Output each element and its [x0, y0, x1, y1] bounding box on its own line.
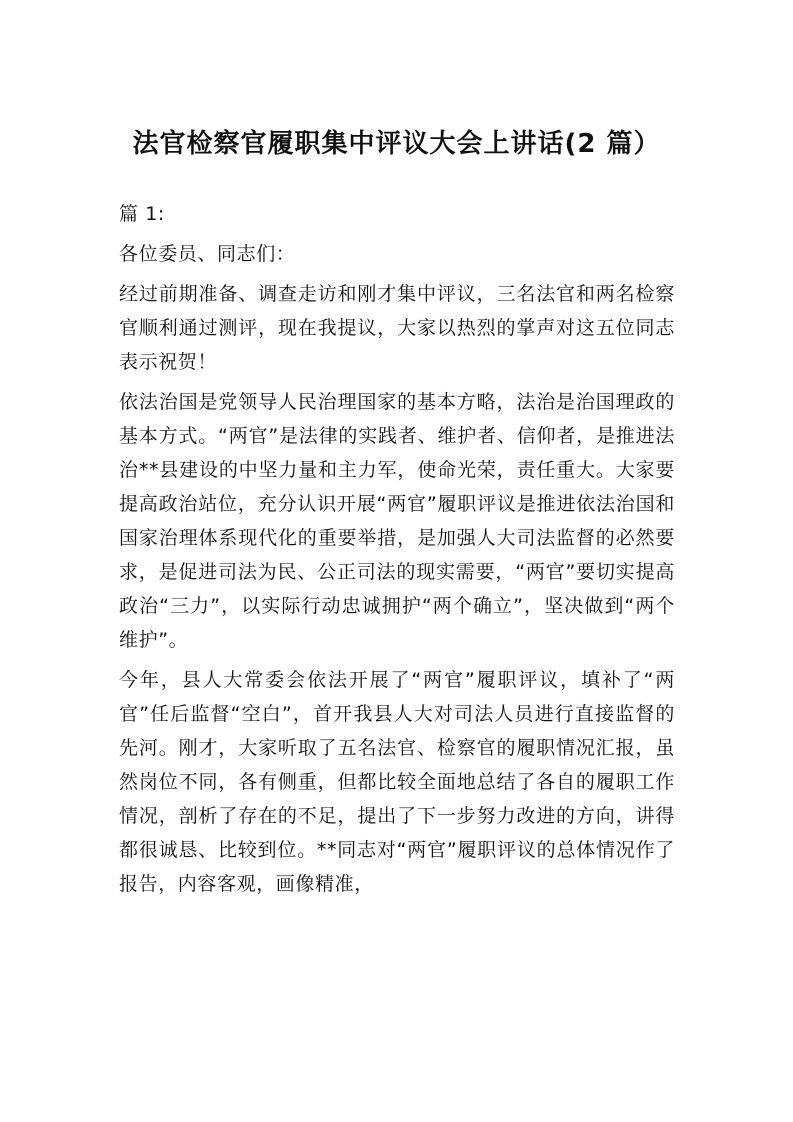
paragraph-1: 经过前期准备、调查走访和刚才集中评议，三名法官和两名检察官顺利通过测评，现在我提议，大家以热烈的掌声对这五位同志表示祝贺！ — [119, 283, 675, 373]
paragraph-2: 依法治国是党领导人民治理国家的基本方略，法治是治国理政的基本方式。“两官”是法律的实践者、维护者、信仰者，是推进法治**县建设的中坚力量和主力军，使命光荣，责任重大。大家要提高政治站位，充分认识开展“两官”履职评议是推进依法治国和国家治理体系现代化的重要举措，是加强人大司法监督的必然要求，是促进司法为民、公正司法的现实需要，“两官”要切实提高政治“三力”，以实际行动忠诚拥护“两个确立”，坚决做到“两个维护”。 — [119, 391, 675, 651]
document-body — [119, 197, 675, 901]
document-title: 法官检察官履职集中评议大会上讲话(2 篇） — [132, 129, 661, 159]
salutation: 各位委员、同志们： — [119, 243, 296, 265]
section-label: 篇 1: — [119, 203, 165, 225]
paragraph-3: 今年，县人大常委会依法开展了“两官”履职评议，填补了“两官”任后监督“空白”，首开我县人大对司法人员进行直接监督的先河。刚才，大家听取了五名法官、检察官的履职情况汇报，虽然岗位不同，各有侧重，但都比较全面地总结了各自的履职工作情况，剖析了存在的不足，提出了下一步努力改进的方向，讲得都很诚恳、比较到位。**同志对“两官”履职评议的总体情况作了报告，内容客观，画像精准， — [119, 669, 675, 895]
